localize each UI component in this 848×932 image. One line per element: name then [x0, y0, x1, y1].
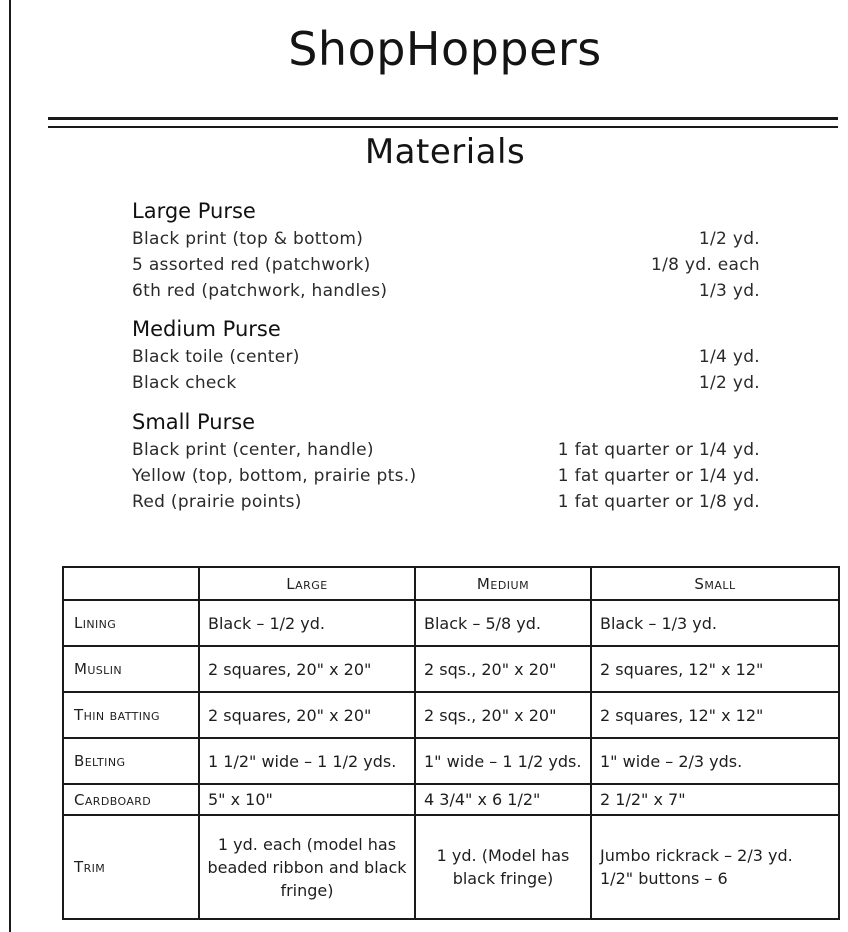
material-row: [132, 489, 760, 515]
table-row: [63, 692, 839, 738]
table-row: [63, 815, 839, 919]
cell-large: Black – 1/2 yd.: [199, 600, 415, 646]
material-item: 6th red (patchwork, handles): [132, 281, 388, 301]
material-item: Black print (top & bottom): [132, 229, 364, 249]
table-row: [63, 784, 839, 815]
row-label: Muslin: [63, 646, 199, 692]
divider-bottom: [48, 126, 838, 128]
table-header-large: Large: [199, 567, 415, 600]
material-amount: 1/8 yd. each: [650, 255, 760, 275]
material-item: Yellow (top, bottom, prairie pts.): [132, 466, 417, 486]
material-item: Black toile (center): [132, 347, 300, 367]
section-small-purse: [132, 409, 760, 515]
table-header-row: [63, 567, 839, 600]
material-amount: 1 fat quarter or 1/4 yd.: [557, 466, 760, 486]
cell-small: 1" wide – 2/3 yds.: [591, 738, 839, 784]
material-row: [132, 463, 760, 489]
trim-small-line: Jumbo rickrack – 2/3 yd.: [600, 846, 793, 865]
material-row: [132, 437, 760, 463]
table-header-medium: Medium: [415, 567, 591, 600]
cell-small: Black – 1/3 yd.: [591, 600, 839, 646]
material-item: Black print (center, handle): [132, 440, 374, 460]
material-row: [132, 370, 760, 396]
table-header-small: Small: [591, 567, 839, 600]
divider-top: [48, 117, 838, 120]
section-heading: Medium Purse: [132, 317, 281, 341]
trim-small-line: 1/2" buttons – 6: [600, 869, 728, 888]
material-amount: 1/4 yd.: [698, 347, 760, 367]
cell-small: 2 squares, 12" x 12": [591, 646, 839, 692]
row-label: Cardboard: [63, 784, 199, 815]
material-amount: 1 fat quarter or 1/4 yd.: [557, 440, 760, 460]
page-title: ShopHoppers: [288, 22, 602, 76]
material-amount: 1/2 yd.: [698, 229, 760, 249]
section-heading: Large Purse: [132, 199, 256, 223]
table-row: [63, 646, 839, 692]
table-header-empty: [63, 567, 199, 600]
row-label: Trim: [63, 815, 199, 919]
cell-medium: 1" wide – 1 1/2 yds.: [415, 738, 591, 784]
material-item: Black check: [132, 373, 237, 393]
row-label: Lining: [63, 600, 199, 646]
material-amount: 1/2 yd.: [698, 373, 760, 393]
section-medium-purse: [132, 316, 760, 396]
material-row: [132, 278, 760, 304]
cell-medium: Black – 5/8 yd.: [415, 600, 591, 646]
cell-medium: 4 3/4" x 6 1/2": [415, 784, 591, 815]
cell-large: 2 squares, 20" x 20": [199, 692, 415, 738]
cell-medium: 2 sqs., 20" x 20": [415, 646, 591, 692]
material-item: Red (prairie points): [132, 492, 302, 512]
cell-medium: 1 yd. (Model has black fringe): [415, 815, 591, 919]
materials-heading: Materials: [364, 132, 526, 172]
table-row: [63, 738, 839, 784]
row-label: Belting: [63, 738, 199, 784]
section-heading: Small Purse: [132, 410, 256, 434]
supplies-table: [62, 566, 840, 920]
table-row: [63, 600, 839, 646]
material-amount: 1/3 yd.: [698, 281, 760, 301]
cell-large: 5" x 10": [199, 784, 415, 815]
section-large-purse: [132, 198, 760, 304]
material-amount: 1 fat quarter or 1/8 yd.: [557, 492, 760, 512]
cell-small: 2 1/2" x 7": [591, 784, 839, 815]
cell-small: [591, 815, 839, 919]
row-label: Thin batting: [63, 692, 199, 738]
cell-large: 1 yd. each (model has beaded ribbon and black fringe): [199, 815, 415, 919]
cell-large: 2 squares, 20" x 20": [199, 646, 415, 692]
material-row: [132, 344, 760, 370]
material-item: 5 assorted red (patchwork): [132, 255, 371, 275]
material-row: [132, 226, 760, 252]
cell-small: 2 squares, 12" x 12": [591, 692, 839, 738]
cell-large: 1 1/2" wide – 1 1/2 yds.: [199, 738, 415, 784]
cell-medium: 2 sqs., 20" x 20": [415, 692, 591, 738]
material-row: [132, 252, 760, 278]
